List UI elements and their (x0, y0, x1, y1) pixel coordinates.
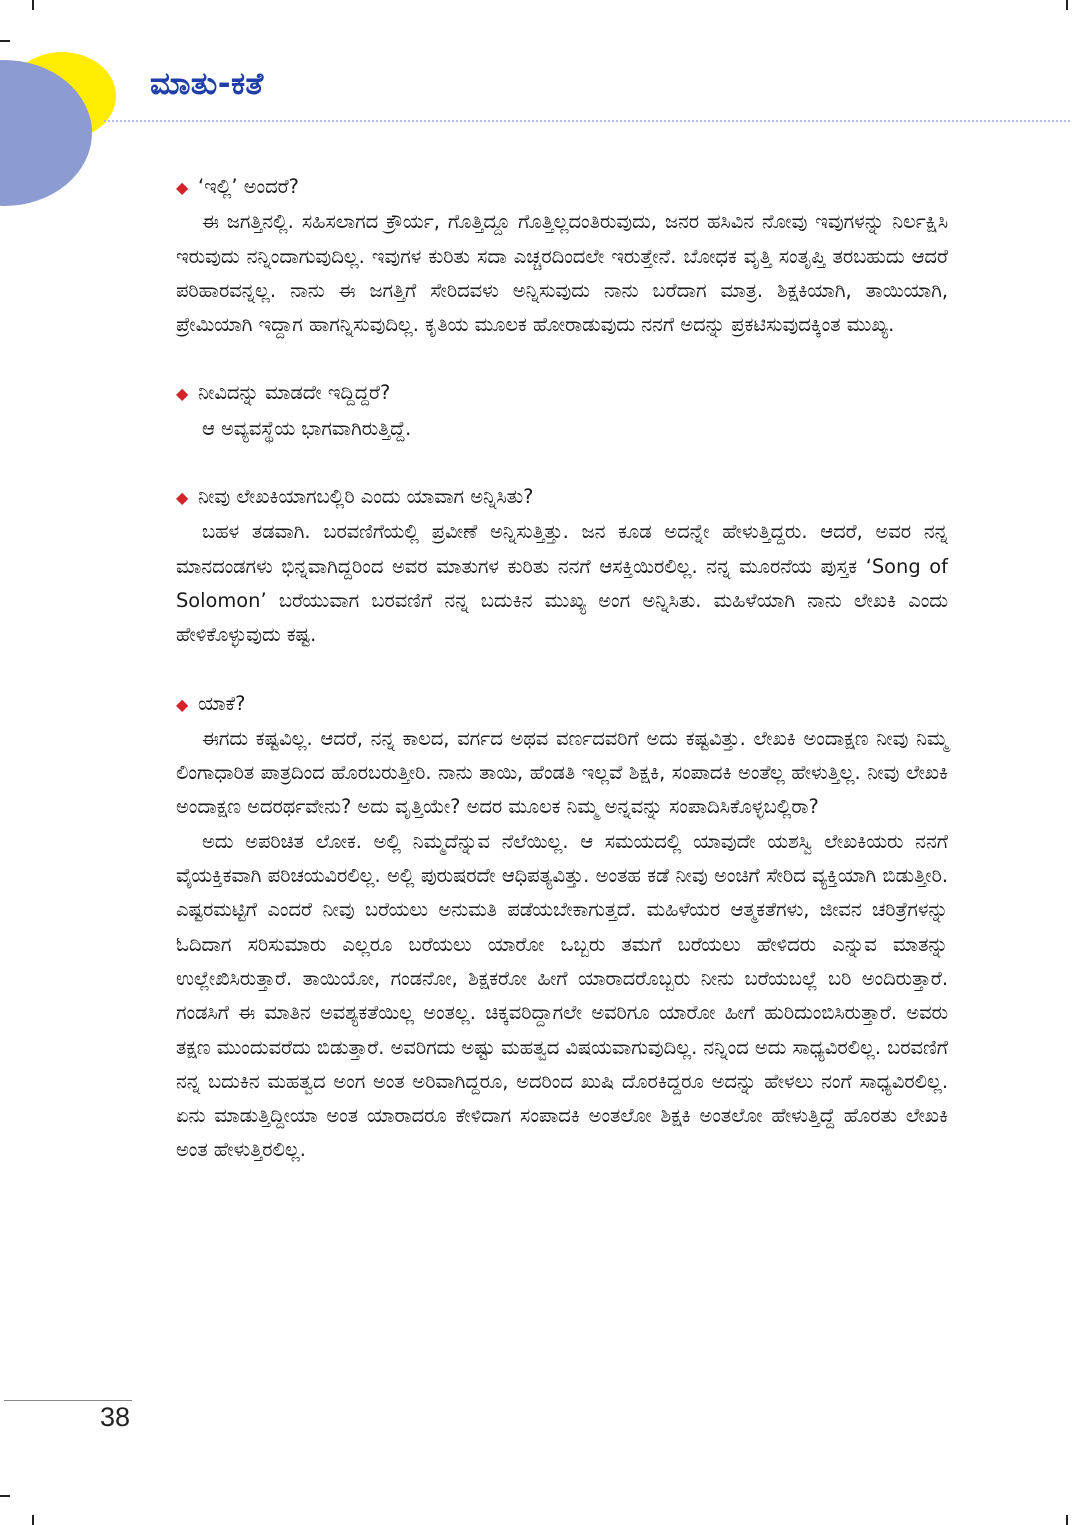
crop-mark-top-left-v (32, 0, 34, 10)
red-diamond-bullet-icon: ◆ (176, 488, 189, 508)
answer-paragraph: ಅದು ಅಪರಿಚಿತ ಲೋಕ. ಅಲ್ಲಿ ನಿಮ್ಮದೆನ್ನುವ ನೆಲೆಯಿಲ್ಲ. ಆ ಸಮಯದಲ್ಲಿ ಯಾವುದೇ ಯಶಸ್ವಿ ಲೇಖಕಿಯರು ನನಗೆ ವೈಯಕ್ತಿಕವಾಗಿ ಪರಿಚಯವಿರಲಿಲ್ಲ. ಅಲ್ಲಿ ಪುರುಷರದೇ ಆಧಿಪತ್ಯವಿತ್ತು. ಅಂತಹ ಕಡೆ ನೀವು ಅಂಚಿಗೆ ಸೇರಿದ ವ್ಯಕ್ತಿಯಾಗಿ ಬಿಡುತ್ತೀರಿ. ಎಷ್ಟರಮಟ್ಟಿಗೆ ಎಂದರೆ ನೀವು ಬರೆಯಲು ಅನುಮತಿ ಪಡೆಯಬೇಕಾಗುತ್ತದೆ. ಮಹಿಳೆಯರ ಆತ್ಮಕತೆಗಳು, ಜೀವನ ಚರಿತ್ರೆಗಳನ್ನು ಓದಿದಾಗ ಸರಿಸುಮಾರು ಎಲ್ಲರೂ ಬರೆಯಲು ಯಾರೋ ಒಬ್ಬರು ತಮಗೆ ಬರೆಯಲು ಹೇಳಿದರು ಎನ್ನುವ ಮಾತನ್ನು ಉಲ್ಲೇಖಿಸಿರುತ್ತಾರೆ. ತಾಯಿಯೋ, ಗಂಡನೋ, ಶಿಕ್ಷಕರೋ ಹೀಗೆ ಯಾರಾದರೊಬ್ಬರು ನೀನು ಬರೆಯಬಲ್ಲೆ ಬರಿ ಅಂದಿರುತ್ತಾರೆ. ಗಂಡಸಿಗೆ ಈ ಮಾತಿನ ಅವಶ್ಯಕತೆಯಿಲ್ಲ ಅಂತಲ್ಲ. ಚಿಕ್ಕವರಿದ್ದಾಗಲೇ ಅವರಿಗೂ ಯಾರೋ ಹೀಗೆ ಹುರಿದುಂಬಿಸಿರುತ್ತಾರೆ. ಅವರು ತಕ್ಷಣ ಮುಂದುವರೆದು ಬಿಡುತ್ತಾರೆ. ಅವರಿಗದು ಅಷ್ಟು ಮಹತ್ವದ ವಿಷಯವಾಗುವುದಿಲ್ಲ. ನನ್ನಿಂದ ಅದು ಸಾಧ್ಯವಿರಲಿಲ್ಲ. ಬರವಣಿಗೆ ನನ್ನ ಬದುಕಿನ ಮಹತ್ವದ ಅಂಗ ಅಂತ ಅರಿವಾಗಿದ್ದರೂ, ಅದರಿಂದ ಖುಷಿ ದೊರಕಿದ್ದರೂ ಅದನ್ನು ಹೇಳಲು ನಂಗೆ ಸಾಧ್ಯವಿರಲಿಲ್ಲ. ಏನು ಮಾಡುತ್ತಿದ್ದೀಯಾ ಅಂತ ಯಾರಾದರೂ ಕೇಳಿದಾಗ ಸಂಪಾದಕಿ ಅಂತಲೋ ಶಿಕ್ಷಕಿ ಅಂತಲೋ ಹೇಳುತ್ತಿದ್ದೆ ಹೊರತು ಲೇಖಕಿ ಅಂತ ಹೇಳುತ್ತಿರಲಿಲ್ಲ. (176, 829, 948, 1162)
question (176, 170, 948, 205)
red-diamond-bullet-icon: ◆ (176, 178, 189, 197)
crop-mark-top-right-v (1066, 0, 1068, 10)
section-title: ಮಾತು-ಕತೆ (150, 66, 264, 102)
answer-paragraph: ಈಗದು ಕಷ್ಟವಿಲ್ಲ. ಆದರೆ, ನನ್ನ ಕಾಲದ, ವರ್ಗದ ಅಥವ ವರ್ಣದವರಿಗೆ ಅದು ಕಷ್ಟವಿತ್ತು. ಲೇಖಕಿ ಅಂದಾಕ್ಷಣ ನೀವು ನಿಮ್ಮ ಲಿಂಗಾಧಾರಿತ ಪಾತ್ರದಿಂದ ಹೊರಬರುತ್ತೀರಿ. ನಾನು ತಾಯಿ, ಹೆಂಡತಿ ಇಲ್ಲವೆ ಶಿಕ್ಷಕಿ, ಸಂಪಾದಕಿ ಅಂತೆಲ್ಲ ಹೇಳುತ್ತಿಲ್ಲ. ನೀವು ಲೇಖಕಿ ಅಂದಾಕ್ಷಣ ಅದರರ್ಥವೇನು? ಅದು ವೃತ್ತಿಯೇ? ಅದರ ಮೂಲಕ ನಿಮ್ಮ ಅನ್ನವನ್ನು ಸಂಪಾದಿಸಿಕೊಳ್ಳಬಲ್ಲಿರಾ? (176, 726, 948, 819)
qa-block (176, 687, 948, 1168)
crop-mark-bottom-right-v (1066, 1515, 1068, 1525)
question-text: ನೀವಿದನ್ನು ಮಾಡದೇ ಇದ್ದಿದ್ದರೆ? (198, 381, 391, 405)
answer-paragraph: ಈ ಜಗತ್ತಿನಲ್ಲಿ. ಸಹಿಸಲಾಗದ ಕ್ರೌರ್ಯ, ಗೊತ್ತಿದ್ದೂ ಗೊತ್ತಿಲ್ಲದಂತಿರುವುದು, ಜನರ ಹಸಿವಿನ ನೋವು ಇವುಗಳನ್ನು ನಿರ್ಲಕ್ಷಿಸಿ ಇರುವುದು ನನ್ನಿಂದಾಗುವುದಿಲ್ಲ. ಇವುಗಳ ಕುರಿತು ಸದಾ ಎಚ್ಚರದಿಂದಲೇ ಇರುತ್ತೇನೆ. ಬೋಧಕ ವೃತ್ತಿ ಸಂತೃಪ್ತಿ ತರಬಹುದು ಆದರೆ ಪರಿಹಾರವನ್ನಲ್ಲ. ನಾನು ಈ ಜಗತ್ತಿಗೆ ಸೇರಿದವಳು ಅನ್ನಿಸುವುದು ನಾನು ಬರೆದಾಗ ಮಾತ್ರ. ಶಿಕ್ಷಕಿಯಾಗಿ, ತಾಯಿಯಾಗಿ, ಪ್ರೇಮಿಯಾಗಿ ಇದ್ದಾಗ ಹಾಗನ್ನಿಸುವುದಿಲ್ಲ. ಕೃತಿಯ ಮೂಲಕ ಹೋರಾಡುವುದು ನನಗೆ ಅದನ್ನು ಪ್ರಕಟಿಸುವುದಕ್ಕಿಂತ ಮುಖ್ಯ. (176, 210, 948, 337)
crop-mark-bottom-left-h (0, 1495, 10, 1497)
qa-block (176, 376, 948, 446)
answer-paragraph: ಆ ಅವ್ಯವಸ್ಥೆಯ ಭಾಗವಾಗಿರುತ್ತಿದ್ದೆ. (202, 416, 412, 440)
question-text: ನೀವು ಲೇಖಕಿಯಾಗಬಲ್ಲಿರಿ ಎಂದು ಯಾವಾಗ ಅನ್ನಿಸಿತು? (198, 485, 534, 509)
header-dotted-rule (104, 120, 1070, 122)
crop-mark-top-left-h (0, 40, 10, 42)
question (176, 687, 948, 722)
red-diamond-bullet-icon: ◆ (176, 384, 189, 404)
interview-content (176, 170, 948, 1202)
question-text: ಯಾಕೆ? (198, 691, 246, 715)
page-number: 38 (100, 1402, 131, 1432)
qa-block (176, 480, 948, 652)
question-text: ‘ಇಲ್ಲಿ’ ಅಂದರೆ? (198, 175, 299, 198)
question (176, 480, 948, 515)
footer-rule (4, 1400, 132, 1401)
answer-paragraph: ಬಹಳ ತಡವಾಗಿ. ಬರವಣಿಗೆಯಲ್ಲಿ ಪ್ರವೀಣೆ ಅನ್ನಿಸುತ್ತಿತ್ತು. ಜನ ಕೂಡ ಅದನ್ನೇ ಹೇಳುತ್ತಿದ್ದರು. ಆದರೆ, ಅವರ ನನ್ನ ಮಾನದಂಡಗಳು ಭಿನ್ನವಾಗಿದ್ದರಿಂದ ಅವರ ಮಾತುಗಳ ಕುರಿತು ನನಗೆ ಆಸಕ್ತಿಯಿರಲಿಲ್ಲ. ನನ್ನ ಮೂರನೆಯ ಪುಸ್ತಕ ‘Song of Solomon’ ಬರೆಯುವಾಗ ಬರವಣಿಗೆ ನನ್ನ ಬದುಕಿನ ಮುಖ್ಯ ಅಂಗ ಅನ್ನಿಸಿತು. ಮಹಿಳೆಯಾಗಿ ನಾನು ಲೇಖಕಿ ಎಂದು ಹೇಳಿಕೊಳ್ಳುವುದು ಕಷ್ಟ. (176, 520, 948, 647)
red-diamond-bullet-icon: ◆ (176, 694, 189, 714)
question (176, 376, 948, 411)
qa-block (176, 170, 948, 342)
crop-mark-bottom-left-v (32, 1515, 34, 1525)
